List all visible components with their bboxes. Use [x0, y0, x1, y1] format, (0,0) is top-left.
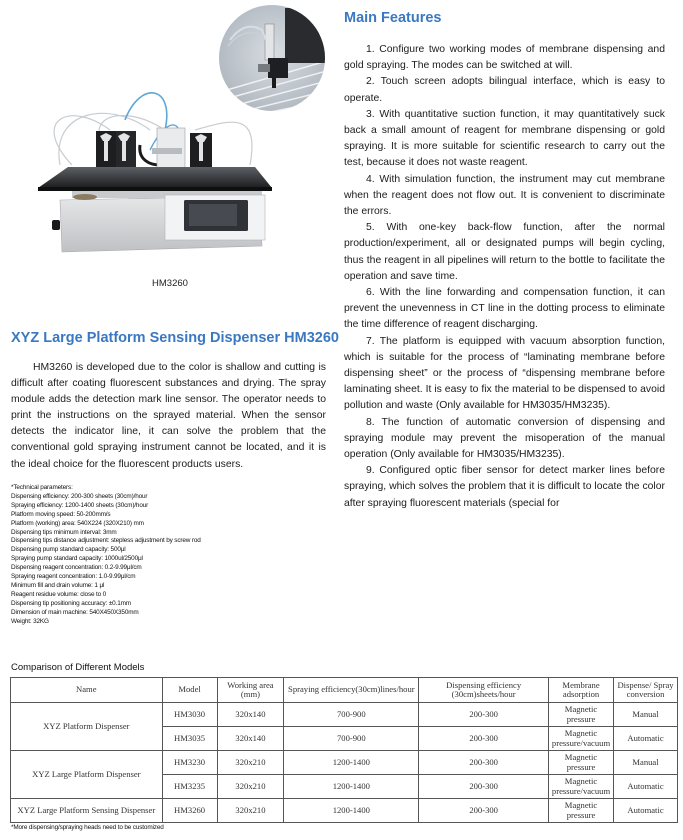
cell-dispense: 200-300 — [419, 751, 549, 775]
tech-params-heading: *Technical parameters: — [11, 484, 73, 491]
cell-membrane: Magnetic pressure — [549, 703, 614, 727]
tech-param: Platform (working) area: 540X224 (320X210) mm — [11, 519, 144, 527]
cell-membrane: Magnetic pressure — [549, 751, 614, 775]
cell-dispense: 200-300 — [419, 775, 549, 799]
cell-model: HM3230 — [162, 751, 217, 775]
header-working-area: Working area (mm) — [217, 678, 284, 703]
features-title: Main Features — [344, 10, 442, 26]
table-row — [11, 799, 678, 823]
feature-item: 3. With quantitative suction function, it may quantitatively suck back a small amount of reagent for membrane dispensing or gold spraying. It is more suitable for scientific research to carry out the test, because it does not waste reagent. — [344, 108, 665, 169]
table-footnote: *More dispensing/spraying heads need to be customized — [11, 824, 164, 831]
feature-item: 1. Configure two working modes of membrane dispensing and gold spraying. The modes can be switched at will. — [344, 44, 665, 72]
cell-model: HM3235 — [162, 775, 217, 799]
header-dispensing-efficiency: Dispensing efficiency (30cm)sheets/hour — [419, 678, 549, 703]
cell-area: 320x140 — [217, 703, 284, 727]
cell-dispense: 200-300 — [419, 799, 549, 823]
tech-param: Dispensing tips distance adjustment: stepless adjustment by screw rod — [11, 537, 201, 545]
comparison-table — [10, 677, 678, 823]
tech-param: Weight: 32KG — [11, 617, 49, 625]
tech-param: Reagent residue volume: close to 0 — [11, 590, 107, 598]
technical-parameters — [11, 484, 281, 627]
tech-param: Dispensing tips minimum interval: 3mm — [11, 528, 117, 536]
cell-membrane: Magnetic pressure/vacuum — [549, 775, 614, 799]
tech-param: Dispensing reagent concentration: 0.2-9.99μl/cm — [11, 564, 142, 572]
tech-param: Dispensing tip positioning accuracy: ±0.1mm — [11, 599, 131, 607]
tech-param: Platform moving speed: 50-200mm/s — [11, 510, 111, 518]
cell-dispense: 200-300 — [419, 703, 549, 727]
cell-name: XYZ Platform Dispenser — [11, 703, 163, 751]
cell-membrane: Magnetic pressure/vacuum — [549, 727, 614, 751]
cell-conversion: Manual — [614, 751, 678, 775]
product-title: XYZ Large Platform Sensing Dispenser HM3260 — [11, 330, 339, 346]
cell-area: 320x210 — [217, 775, 284, 799]
cell-spray: 1200-1400 — [284, 751, 419, 775]
header-name: Name — [11, 678, 163, 703]
tech-param: Minimum fill and drain volume: 1 μl — [11, 581, 105, 589]
cell-conversion: Automatic — [614, 727, 678, 751]
cell-conversion: Manual — [614, 703, 678, 727]
header-conversion: Dispense/ Spray conversion — [614, 678, 678, 703]
table-row — [11, 703, 678, 727]
cell-spray: 1200-1400 — [284, 775, 419, 799]
tech-param: Spraying pump standard capacity: 1000ul/2500μl — [11, 555, 143, 563]
cell-membrane: Magnetic pressure — [549, 799, 614, 823]
tech-param: Spraying efficiency: 1200-1400 sheets (30cm)/hour — [11, 501, 149, 509]
cell-area: 320x140 — [217, 727, 284, 751]
cell-area: 320x210 — [217, 751, 284, 775]
cell-model: HM3260 — [162, 799, 217, 823]
product-photo — [0, 0, 340, 300]
cell-dispense: 200-300 — [419, 727, 549, 751]
cell-name: XYZ Large Platform Sensing Dispenser — [11, 799, 163, 823]
feature-item: 9. Configured optic fiber sensor for detect marker lines before spraying, which solves the problem that it is difficult to locate the color after spraying fluorescent materials (special for — [344, 465, 665, 509]
cell-area: 320x210 — [217, 799, 284, 823]
cell-conversion: Automatic — [614, 799, 678, 823]
cell-spray: 700-900 — [284, 727, 419, 751]
comparison-title: Comparison of Different Models — [11, 662, 145, 673]
feature-item: 6. With the line forwarding and compensation function, it can prevent the unevenness in CT line in the dotting process to eliminate the time difference of reagent discharging. — [344, 287, 665, 331]
table-row — [11, 751, 678, 775]
feature-item: 7. The platform is equipped with vacuum absorption function, which is suitable for the process of “laminating membrane before dispensing sheet” or the process of “dispensing membrane before laminating sheet. It is easy to fix the material to be dispensed to avoid pollution and waste (Only available for HM3035/HM3235). — [344, 335, 665, 412]
feature-item: 8. The function of automatic conversion of dispensing and spraying module may prevent the misoperation of the manual operation (Only available for HM3035/HM3235). — [344, 416, 665, 461]
cell-spray: 1200-1400 — [284, 799, 419, 823]
tech-param: Spraying reagent concentration: 1.0-9.99μl/cm — [11, 573, 136, 581]
dispenser-machine-illustration — [0, 0, 340, 300]
cell-name: XYZ Large Platform Dispenser — [11, 751, 163, 799]
tech-param: Dispensing efficiency: 200-300 sheets (30cm)/hour — [11, 492, 148, 500]
tech-param: Dispensing pump standard capacity: 500μl — [11, 546, 126, 554]
tech-param: Dimension of main machine: 540X450X350mm — [11, 608, 139, 616]
product-intro: HM3260 is developed due to the color is shallow and cutting is difficult after coating fluorescent substances and drying. The spray module adds the detection mark line sensor. The operator needs to print the instructions on the sprayed material. When the sensor detects the indicator line, it can solve the problem that the conventional gold spraying instrument cannot be located, and it is the ideal choice for the fluorescent products users. — [11, 362, 326, 470]
header-membrane-adsorption: Membrane adsorption — [549, 678, 614, 703]
feature-item: 4. With simulation function, the instrument may cut membrane when the reagent does not flow out. It is convenient to discriminate the errors. — [344, 173, 665, 218]
header-spraying-efficiency: Spraying efficiency(30cm)lines/hour — [284, 678, 419, 703]
table-header-row — [11, 678, 678, 703]
cell-spray: 700-900 — [284, 703, 419, 727]
cell-conversion: Automatic — [614, 775, 678, 799]
cell-model: HM3030 — [162, 703, 217, 727]
header-model: Model — [162, 678, 217, 703]
cell-model: HM3035 — [162, 727, 217, 751]
feature-item: 5. With one-key back-flow function, after the normal production/experiment, all or designated pumps will begin cycling, thus the reagent in all pipelines will return to the bottle to facilitate the operation and save time. — [344, 222, 665, 282]
nozzle-closeup-inset — [215, 0, 335, 120]
feature-item: 2. Touch screen adopts bilingual interface, which is easy to operate. — [344, 76, 665, 104]
photo-caption: HM3260 — [152, 278, 188, 289]
features-list — [344, 42, 665, 512]
